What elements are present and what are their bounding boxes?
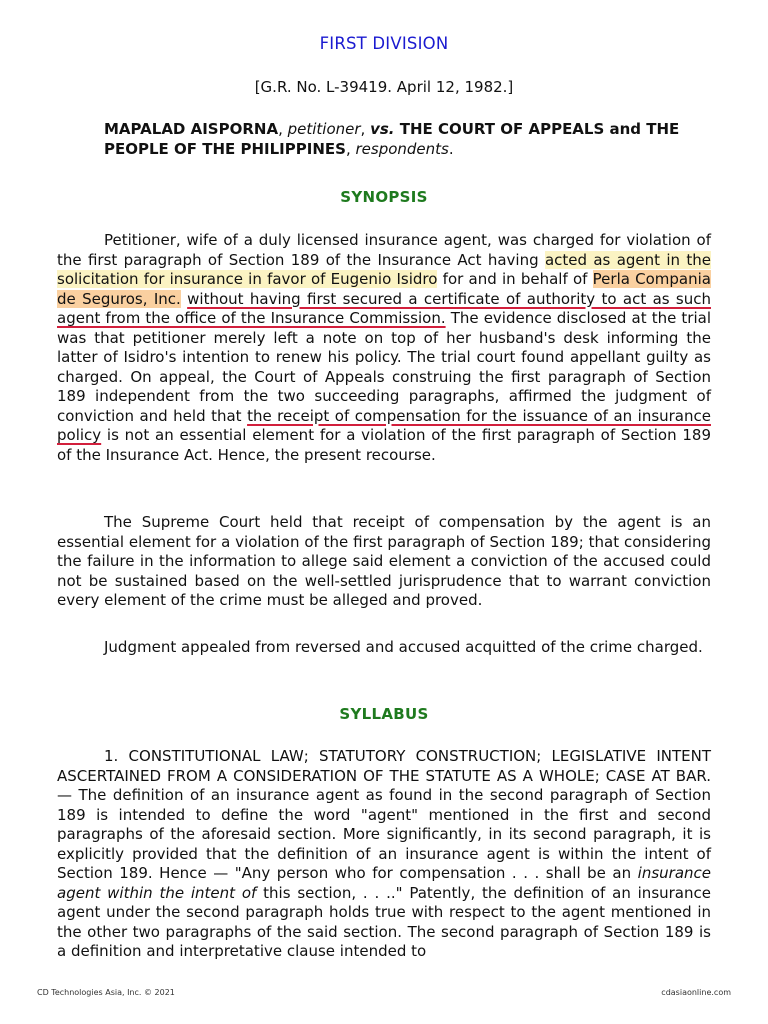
footer-copyright: CD Technologies Asia, Inc. © 2021 (37, 988, 175, 997)
syllabus-heading: SYLLABUS (339, 705, 429, 723)
petitioner-role: petitioner (287, 120, 361, 138)
parties-end: . (448, 139, 454, 158)
petitioner-name: MAPALAD AISPORNA (104, 120, 279, 138)
respondents-role: respondents (355, 139, 449, 158)
parties-separator: , (345, 139, 356, 158)
underline-red: without having first secured a certificate of authority to act as such agent from the office of the Insurance Commission. (57, 289, 711, 327)
synopsis-paragraph-2: The Supreme Court held that receipt of compensation by the agent is an essential element for a violation of the first paragraph of Section 189; that considering the failure in the information to allege said element a conviction of the accused could not be sustained based on the well-settled jurisprudence that to warrant conviction every element of the crime must be alleged and proved. (57, 513, 711, 609)
syllabus-paragraph-1: 1. CONSTITUTIONAL LAW; STATUTORY CONSTRUCTION; LEGISLATIVE INTENT ASCERTAINED FROM A CONSIDERATION OF THE STATUTE AS A WHOLE; CASE AT BAR. — The definition of an insurance agent as found in the second paragraph of Section 189 is intended to define the word "agent" mentioned in the first and second paragraphs of the aforesaid section. More significantly, in its second paragraph, it is explicitly provided that the definition of an insurance agent is within the intent of Section 189. Hence — "Any person who for compensation . . . shall be an insurance agent within the intent of this section, . . .." Patently, the definition of an insurance agent under the second paragraph holds true with respect to the agent mentioned in the other two paragraphs of the said section. The second paragraph of Section 189 is a definition and interpretative clause intended to (57, 747, 711, 960)
italic-phrase: insurance agent within the intent of (57, 864, 711, 902)
highlight-orange: Perla Compania de Seguros, Inc. (57, 270, 711, 308)
underline-red: the receipt of compensation for the issuance of an insurance policy (57, 406, 711, 444)
footer-website: cdasiaonline.com (661, 988, 731, 997)
parties-separator: , (278, 120, 288, 138)
versus: vs. (370, 120, 395, 138)
synopsis-paragraph-1: Petitioner, wife of a duly licensed insurance agent, was charged for violation of the first paragraph of Section 189 of the Insurance Act having acted as agent in the solicitation for insurance in favor of Eugenio Isidro for and in behalf of Perla Compania de Seguros, Inc. without having first secured a certificate of authority to act as such agent from the office of the Insurance Commission. The evidence disclosed at the trial was that petitioner merely left a note on top of her husband's desk informing the latter of Isidro's intention to renew his policy. The trial court found appellant guilty as charged. On appeal, the Court of Appeals construing the first paragraph of Section 189 independent from the two succeeding paragraphs, affirmed the judgment of conviction and held that the receipt of compensation for the issuance of an insurance policy is not an essential element for a violation of the first paragraph of Section 189 of the Insurance Act. Hence, the present recourse. (57, 231, 711, 464)
parties-separator: , (360, 120, 371, 138)
case-parties (104, 120, 711, 159)
division-title: FIRST DIVISION (319, 34, 449, 53)
synopsis-heading: SYNOPSIS (340, 188, 428, 206)
respondents-name: THE COURT OF APPEALS and THE PEOPLE OF THE PHILIPPINES (104, 120, 680, 158)
highlight-yellow: acted as agent in the solicitation for insurance in favor of Eugenio Isidro (57, 250, 711, 288)
case-number: [G.R. No. L-39419. April 12, 1982.] (254, 78, 514, 96)
synopsis-paragraph-3: Judgment appealed from reversed and accused acquitted of the crime charged. (104, 638, 703, 656)
